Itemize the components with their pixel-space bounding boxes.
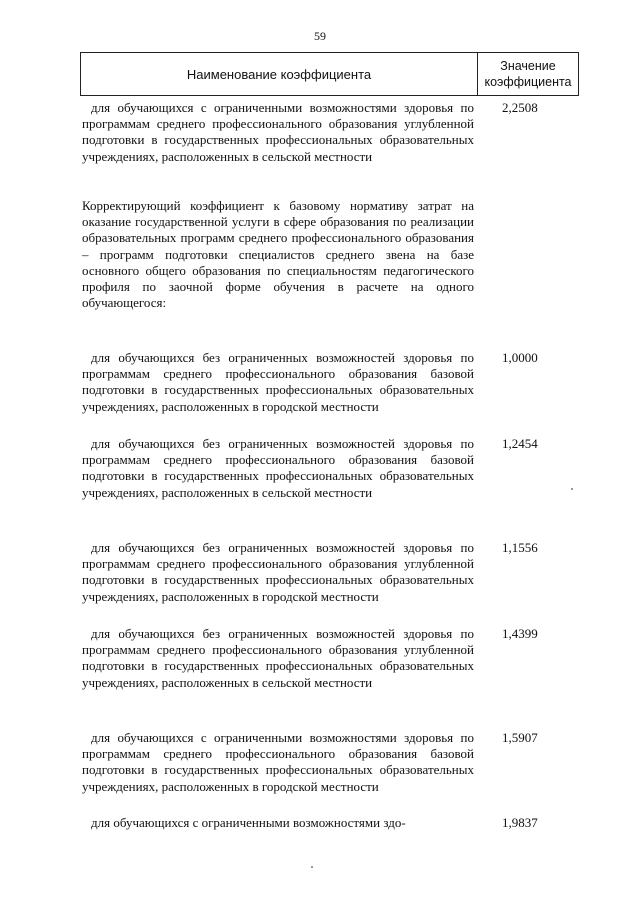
row-value: 1,9837 [502,815,538,830]
header-coefficient-value [478,53,578,95]
row-description: для обучающихся с ограниченными возможностями здоровья по программам среднего профессионального образования базовой подготовки в государственных профессиональных образовательных учреждениях, расположенных в городской местности [82,730,474,794]
row-value: 1,4399 [502,626,538,641]
header-value-line2: коэффициента [484,75,572,89]
row-description: Корректирующий коэффициент к базовому нормативу затрат на оказание государственной услуги в сфере образования по реализации образовательных программ среднего профессионального образования – программ подготовки специалистов среднего звена на базе основного общего образования по специальностям педагогического профиля по заочной форме обучения в расчете на одного обучающегося: [82,198,474,311]
row-description: для обучающихся без ограниченных возможностей здоровья по программам среднего профессионального образования базовой подготовки в государственных профессиональных образовательных учреждениях, расположенных в сельской местности [82,436,474,500]
row-description: для обучающихся без ограниченных возможностей здоровья по программам среднего профессионального образования углубленной подготовки в государственных профессиональных образовательных учреждениях, расположенных в сельской местности [82,626,474,690]
row-description: для обучающихся без ограниченных возможностей здоровья по программам среднего профессионального образования базовой подготовки в государственных профессиональных образовательных учреждениях, расположенных в городской местности [82,350,474,414]
row-description: для обучающихся с ограниченными возможностями здоровья по программам среднего профессионального образования углубленной подготовки в государственных профессиональных образовательных учреждениях, расположенных в сельской местности [82,100,474,164]
page-number: 59 [314,29,326,43]
row-value: 1,0000 [502,350,538,365]
row-description: для обучающихся с ограниченными возможностями здо- [91,815,406,830]
scan-speck [571,488,573,490]
row-value: 1,5907 [502,730,538,745]
row-value: 1,1556 [502,540,538,555]
scan-speck [311,866,313,868]
row-value: 1,2454 [502,436,538,451]
header-value-line1: Значение [500,59,556,73]
row-description: для обучающихся без ограниченных возможностей здоровья по программам среднего профессионального образования углубленной подготовки в государственных профессиональных образовательных учреждениях, расположенных в городской местности [82,540,474,604]
table-header [80,52,579,96]
header-coefficient-name: Наименование коэффициента [81,53,478,95]
row-value: 2,2508 [502,100,538,115]
